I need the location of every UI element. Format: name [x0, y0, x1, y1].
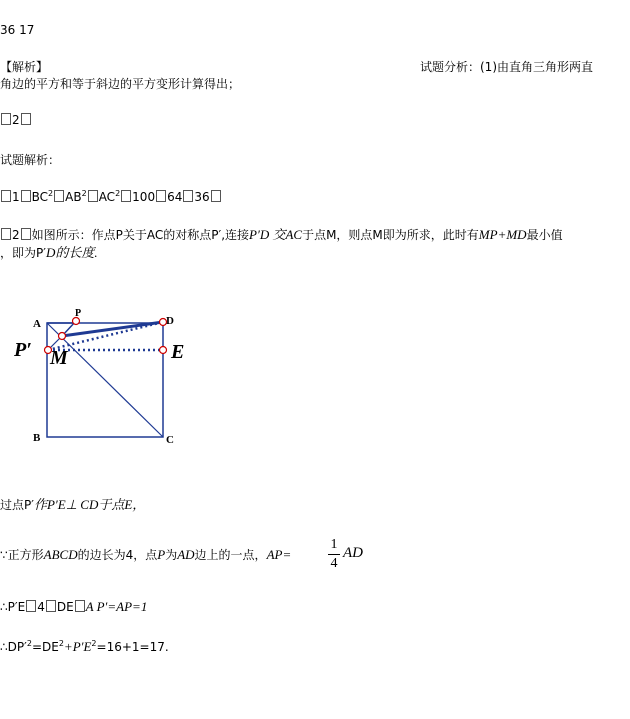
solution-step2-line2: ，即为P′D的长度.: [0, 245, 98, 260]
after-line3: ∴P′E 4 DE A P′=AP=1: [0, 599, 148, 614]
missing-glyph-icon: [46, 600, 56, 612]
solution-step2-line1: 2 如图所示：作点P关于AC的对称点P′,连接P′D 交AC于点M，则点M即为所求，此时有MP+MD最小值: [0, 227, 563, 243]
label-m: M: [50, 347, 68, 369]
label-e: E: [171, 341, 185, 363]
after-line2-ad: AD: [343, 545, 363, 561]
missing-glyph-icon: [26, 600, 36, 612]
analysis-part2: 2: [0, 112, 32, 128]
after-line4: $\therefore DP'^2=DE^2+P'E^2=16+1=17$.: [0, 639, 169, 654]
point-m: [59, 333, 66, 340]
point-e: [160, 347, 167, 354]
label-p: P: [75, 308, 82, 319]
analysis-label: 【解析】: [0, 60, 49, 74]
missing-glyph-icon: [75, 600, 85, 612]
label-b: B: [33, 432, 41, 444]
diagonal-ac: [47, 323, 163, 437]
solution-title: 试题解析：: [0, 153, 61, 167]
label-pprime: P′: [14, 339, 32, 361]
solution-step1: 1 $BC^2$ $AB^2$ $AC^2$ 100 64 36: [0, 189, 222, 205]
label-a: A: [33, 318, 41, 330]
fraction-one-quarter: 1 4: [328, 538, 340, 571]
after-line2: ∵正方形ABCD的边长为4，点P为AD边上的一点，AP=: [0, 547, 292, 562]
label-d: D: [166, 315, 174, 327]
analysis-right-text: 试题分析：(1)由直角三角形两直: [420, 60, 593, 74]
answer-text: 36 17: [0, 23, 35, 37]
analysis-continuation: 角边的平方和等于斜边的平方变形计算得出；: [0, 77, 241, 91]
after-line1: 过点P′作P′E⊥ CD于点E，: [0, 497, 146, 512]
label-c: C: [166, 434, 174, 446]
